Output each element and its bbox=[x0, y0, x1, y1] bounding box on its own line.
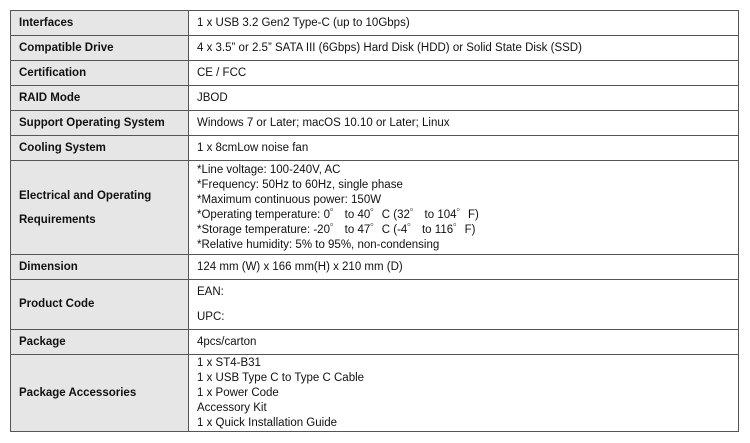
table-row-cooling bbox=[11, 136, 739, 161]
label-electrical bbox=[11, 161, 189, 255]
accessory-item: 1 x USB Type C to Type C Cable bbox=[197, 371, 365, 384]
value-interfaces: 1 x USB 3.2 Gen2 Type-C (up to 10Gbps) bbox=[189, 11, 739, 36]
label-interfaces: Interfaces bbox=[11, 11, 189, 36]
label-certification: Certification bbox=[11, 61, 189, 86]
label-dimension: Dimension bbox=[11, 255, 189, 280]
table-row-raid-mode bbox=[11, 86, 739, 111]
value-accessories bbox=[189, 355, 739, 432]
product-code-ean: EAN: bbox=[197, 285, 224, 298]
table-row-certification bbox=[11, 61, 739, 86]
label-raid-mode: RAID Mode bbox=[11, 86, 189, 111]
value-raid-mode: JBOD bbox=[189, 86, 739, 111]
electrical-line: *Frequency: 50Hz to 60Hz, single phase bbox=[197, 178, 403, 191]
value-product-code bbox=[189, 280, 739, 330]
value-electrical bbox=[189, 161, 739, 255]
value-certification: CE / FCC bbox=[189, 61, 739, 86]
value-package: 4pcs/carton bbox=[189, 330, 739, 355]
electrical-line: *Storage temperature: -20゜ to 47゜C (-4゜ to 116゜F) bbox=[197, 223, 476, 236]
table-row-product-code bbox=[11, 280, 739, 330]
value-cooling: 1 x 8cmLow noise fan bbox=[189, 136, 739, 161]
label-compatible-drive: Compatible Drive bbox=[11, 36, 189, 61]
table-row-electrical bbox=[11, 161, 739, 255]
accessory-item: 1 x ST4-B31 bbox=[197, 356, 261, 369]
product-code-upc: UPC: bbox=[197, 310, 225, 323]
label-electrical-line-2: Requirements bbox=[19, 213, 96, 226]
label-accessories: Package Accessories bbox=[11, 355, 189, 432]
label-package: Package bbox=[11, 330, 189, 355]
accessory-item: 1 x Quick Installation Guide bbox=[197, 416, 337, 429]
label-support-os: Support Operating System bbox=[11, 111, 189, 136]
electrical-line: *Relative humidity: 5% to 95%, non-condensing bbox=[197, 238, 440, 251]
value-dimension: 124 mm (W) x 166 mm(H) x 210 mm (D) bbox=[189, 255, 739, 280]
label-electrical-line-1: Electrical and Operating bbox=[19, 189, 152, 202]
table-row-compatible-drive bbox=[11, 36, 739, 61]
electrical-line: *Operating temperature: 0゜ to 40゜C (32゜ to 104゜F) bbox=[197, 208, 479, 221]
table-row-interfaces bbox=[11, 11, 739, 36]
table-row-support-os bbox=[11, 111, 739, 136]
accessory-item: Accessory Kit bbox=[197, 401, 267, 414]
value-compatible-drive: 4 x 3.5” or 2.5” SATA III (6Gbps) Hard Disk (HDD) or Solid State Disk (SSD) bbox=[189, 36, 739, 61]
table-row-dimension bbox=[11, 255, 739, 280]
specifications-table bbox=[10, 10, 739, 432]
value-support-os: Windows 7 or Later; macOS 10.10 or Later; Linux bbox=[189, 111, 739, 136]
table-row-accessories bbox=[11, 355, 739, 432]
electrical-line: *Maximum continuous power: 150W bbox=[197, 193, 382, 206]
accessory-item: 1 x Power Code bbox=[197, 386, 279, 399]
table-row-package bbox=[11, 330, 739, 355]
label-product-code: Product Code bbox=[11, 280, 189, 330]
electrical-line: *Line voltage: 100-240V, AC bbox=[197, 163, 341, 176]
label-cooling: Cooling System bbox=[11, 136, 189, 161]
